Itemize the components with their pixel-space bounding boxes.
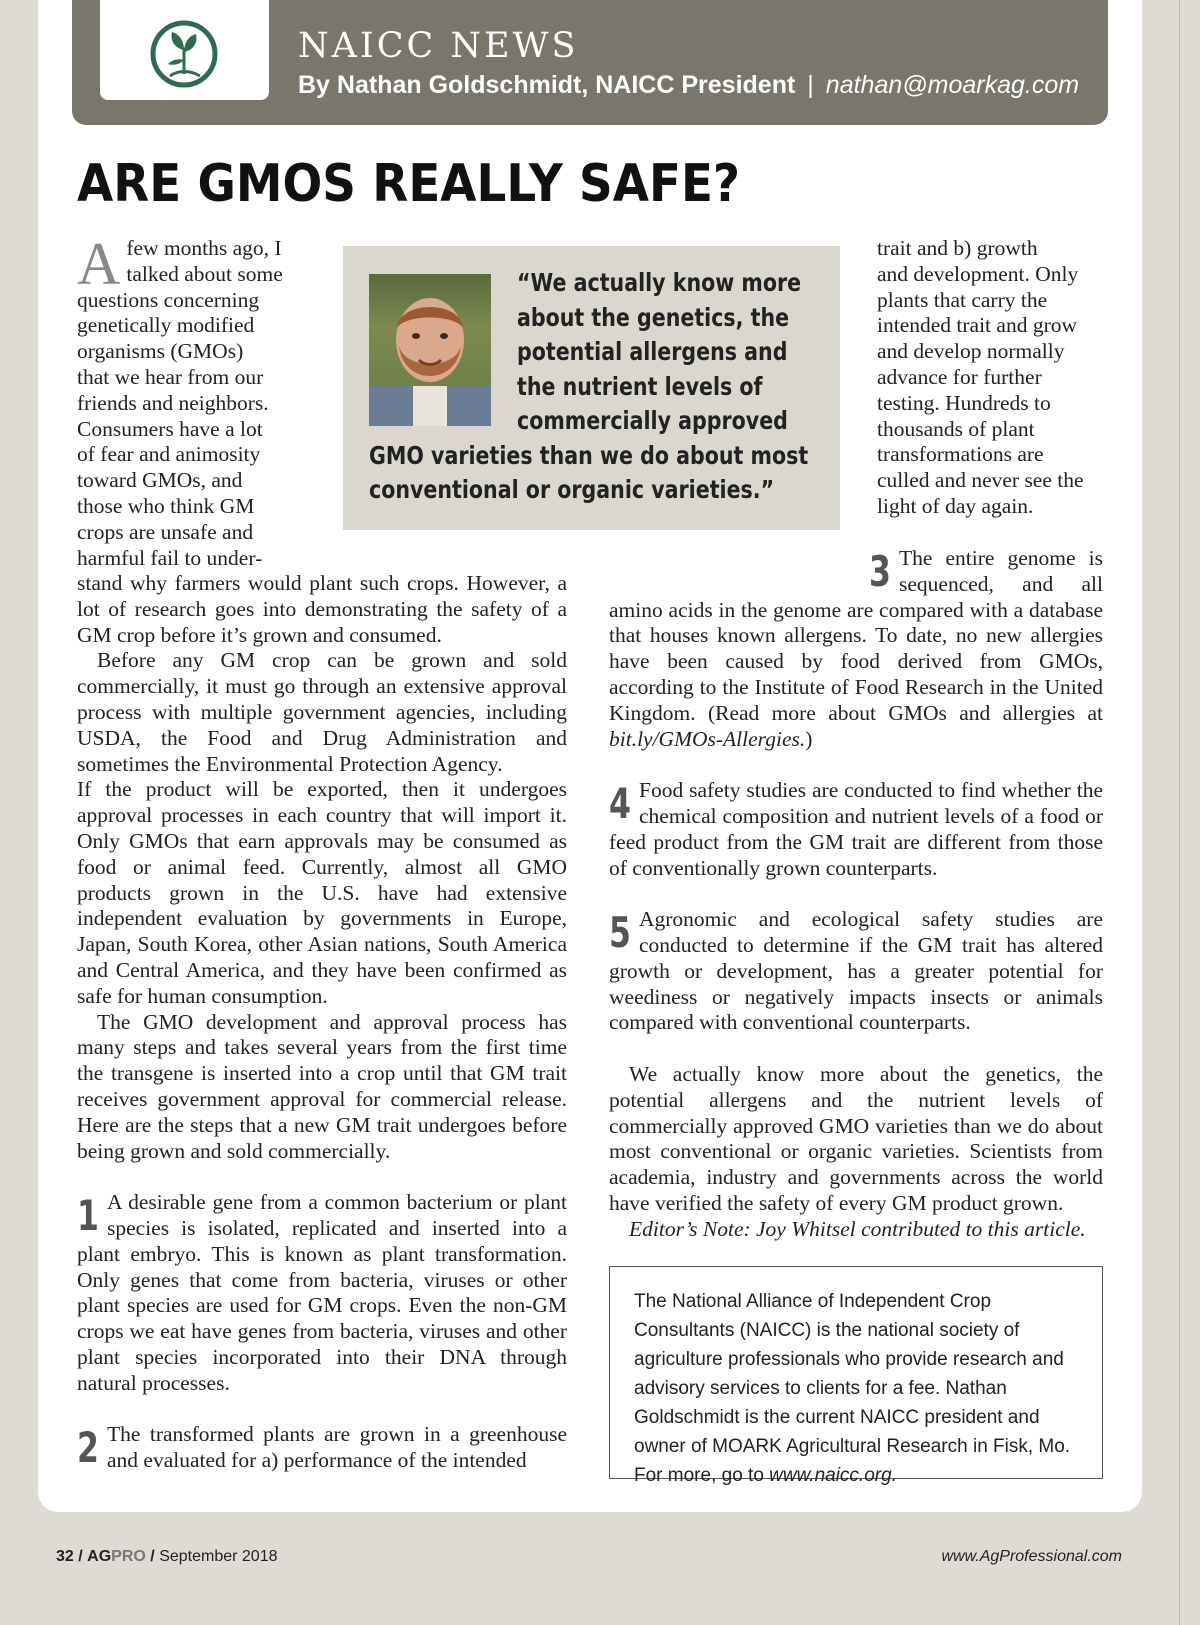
pull-quote-box xyxy=(343,246,840,530)
intro-line: questions concerning xyxy=(77,287,260,312)
intro-line: those who think GM xyxy=(77,493,255,518)
step-3-number: 3 xyxy=(869,547,891,596)
folio-slash: / xyxy=(78,1548,83,1565)
step-1-number: 1 xyxy=(77,1191,99,1241)
quote-line: about the genetics, the xyxy=(517,302,790,332)
step-5 xyxy=(609,907,1103,1036)
step-2-number: 2 xyxy=(77,1423,99,1473)
intro-line: few months ago, I xyxy=(126,236,282,260)
step-3-text-block xyxy=(609,546,1103,1243)
quote-line: commercially approved xyxy=(517,406,788,435)
column-1-body xyxy=(77,571,567,1474)
section-title: NAICC NEWS xyxy=(298,26,579,66)
paragraph-approval: Before any GM crop can be grown and sold commercially, it must go through an extensive approval process with multiple government agencies, including USDA, the Food and Drug Administration and sometimes the Environmental Protection Agency. xyxy=(77,648,567,776)
intro-line: toward GMOs, and xyxy=(77,468,243,493)
byline xyxy=(298,71,1079,100)
intro-line: harmful fail to under- xyxy=(77,545,263,570)
intro-line: crops are unsafe and xyxy=(77,519,254,544)
intro-line: genetically modified xyxy=(77,313,255,338)
intro-narrow xyxy=(77,231,327,571)
plant-logo-icon xyxy=(150,20,218,88)
step-1 xyxy=(77,1190,567,1396)
pull-quote-text xyxy=(343,266,840,508)
column-2-line: and develop normally xyxy=(877,339,1065,364)
paragraph-export: If the product will be exported, then it undergoes approval processes in each country that will import it. Only GMOs that earn approvals may be consumed as food or animal feed. Currently, almost all GMO products grown in the U.S. have had extensive independent evaluation by governments in Europe, Japan, South Korea, other Asian nations, South America and Central America, and they have been confirmed as safe for human consumption. xyxy=(77,777,567,1008)
step-3-text: The entire genome is sequenced, and all amino acids in the genome are compared with a database that houses known allergens. To date, no new allergies have been caused by food derived from GMOs, according to the Institute of Food Research in the United Kingdom. (Read more about GMOs and allergies at xyxy=(609,546,1103,725)
step-4-text: Food safety studies are conducted to find whether the chemical composition and nutrient levels of a food or feed product from the GM trait are different from those of conventionally grown counterparts. xyxy=(609,778,1103,880)
intro-line: friends and neighbors. xyxy=(77,390,269,415)
step-2-text: The transformed plants are grown in a greenhouse and evaluated for a) performance of the intended xyxy=(107,1422,567,1473)
column-2-line: intended trait and grow xyxy=(877,313,1078,338)
brand-ag: AG xyxy=(87,1548,112,1565)
closing-paragraph: We actually know more about the genetics, the potential allergens and the nutrient levels of commercially approved GMO varieties than we do about most conventional or organic varieties. Scientists from academia, industry and governments across the world have verified the safety of every GM product grown. xyxy=(609,1061,1103,1215)
author-email[interactable]: nathan@moarkag.com xyxy=(825,71,1080,99)
footer-website[interactable]: www.AgProfessional.com xyxy=(941,1548,1122,1565)
quote-line: potential allergens and xyxy=(517,337,788,366)
allergies-link[interactable]: bit.ly/GMOs-Allergies. xyxy=(609,726,806,751)
step-4 xyxy=(609,778,1103,881)
column-2-line: advance for further xyxy=(877,364,1042,389)
quote-line: conventional or organic varieties.” xyxy=(369,475,775,504)
step-1-text: A desirable gene from a common bacterium or plant species is isolated, replicated and inserted into a plant embryo. This is known as plant transformation. Only genes that come from bacteria, viruses or other plant species are used for GM crops. Even the non-GM crops we eat have genes from bacteria, viruses and other plant species incorporated into their DNA through natural processes. xyxy=(77,1190,567,1395)
column-2-line: thousands of plant xyxy=(877,416,1035,441)
step-5-text: Agronomic and ecological safety studies are conducted to determine if the GM trait has altered growth or development, has a greater potential for weediness or negatively impacts insects or animals compared with conventional counterparts. xyxy=(609,907,1103,1035)
about-text: The National Alliance of Independent Crop Consultants (NAICC) is the national society of agriculture professionals who provide research and advisory services to clients for a fee. Nathan Goldschmidt is the current NAICC president and owner of MOARK Agricultural Research in Fisk, Mo. For more, go to xyxy=(634,1291,1071,1486)
step-4-number: 4 xyxy=(609,779,631,829)
about-naicc-box xyxy=(609,1266,1103,1486)
column-2-line: plants that carry the xyxy=(877,287,1048,312)
intro-rest: stand why farmers would plant such crops. However, a lot of research goes into demonstrating the safety of a GM crop before it’s grown and consumed. xyxy=(77,571,567,647)
quote-line: the nutrient levels of xyxy=(517,371,763,401)
folio-slash-2: / xyxy=(150,1548,155,1565)
intro-line: organisms (GMOs) xyxy=(77,339,244,364)
intro-line: of fear and animosity xyxy=(77,442,261,467)
step-3-paragraph xyxy=(609,546,1103,752)
column-2-line: light of day again. xyxy=(877,493,1034,518)
naicc-website-link[interactable]: www.naicc.org. xyxy=(769,1465,897,1486)
page-number: 32 xyxy=(56,1548,74,1565)
intro-line: Consumers have a lot xyxy=(77,416,263,441)
intro-line: talked about some xyxy=(126,261,283,286)
about-naicc-text xyxy=(634,1287,1094,1490)
page-edge-rule xyxy=(1179,0,1180,1625)
column-2-line: trait and b) growth xyxy=(877,236,1038,260)
article-headline: ARE GMOS REALLY SAFE? xyxy=(77,154,741,214)
paragraph-process: The GMO development and approval process has many steps and takes several years from the first time the transgene is inserted into a crop until that GM trait receives government approval for commercial release. Here are the steps that a new GM trait undergoes before being grown and sold commercially. xyxy=(77,1009,567,1163)
step-2 xyxy=(77,1422,567,1474)
step-3-end: ) xyxy=(805,726,813,751)
column-2-line: transformations are xyxy=(877,442,1044,467)
author-name: By Nathan Goldschmidt, NAICC President xyxy=(298,71,796,99)
quote-line: “We actually know more xyxy=(517,268,802,297)
intro-line: that we hear from our xyxy=(77,364,264,389)
quote-line: GMO varieties than we do about most xyxy=(369,440,809,470)
byline-separator: | xyxy=(807,71,814,99)
column-2-line: culled and never see the xyxy=(877,468,1084,493)
issue-date: September 2018 xyxy=(159,1548,278,1565)
step-5-number: 5 xyxy=(609,908,631,958)
column-2-line: testing. Hundreds to xyxy=(877,390,1051,415)
column-2-line: and development. Only xyxy=(877,261,1079,286)
column-2-top xyxy=(877,236,1107,520)
drop-cap: A xyxy=(77,231,121,297)
brand-pro: PRO xyxy=(111,1548,146,1565)
column-2-top-lines xyxy=(877,236,1107,520)
editor-note: Editor’s Note: Joy Whitsel contributed to this article. xyxy=(629,1216,1086,1241)
naicc-logo xyxy=(100,0,269,100)
footer-folio xyxy=(56,1548,278,1566)
